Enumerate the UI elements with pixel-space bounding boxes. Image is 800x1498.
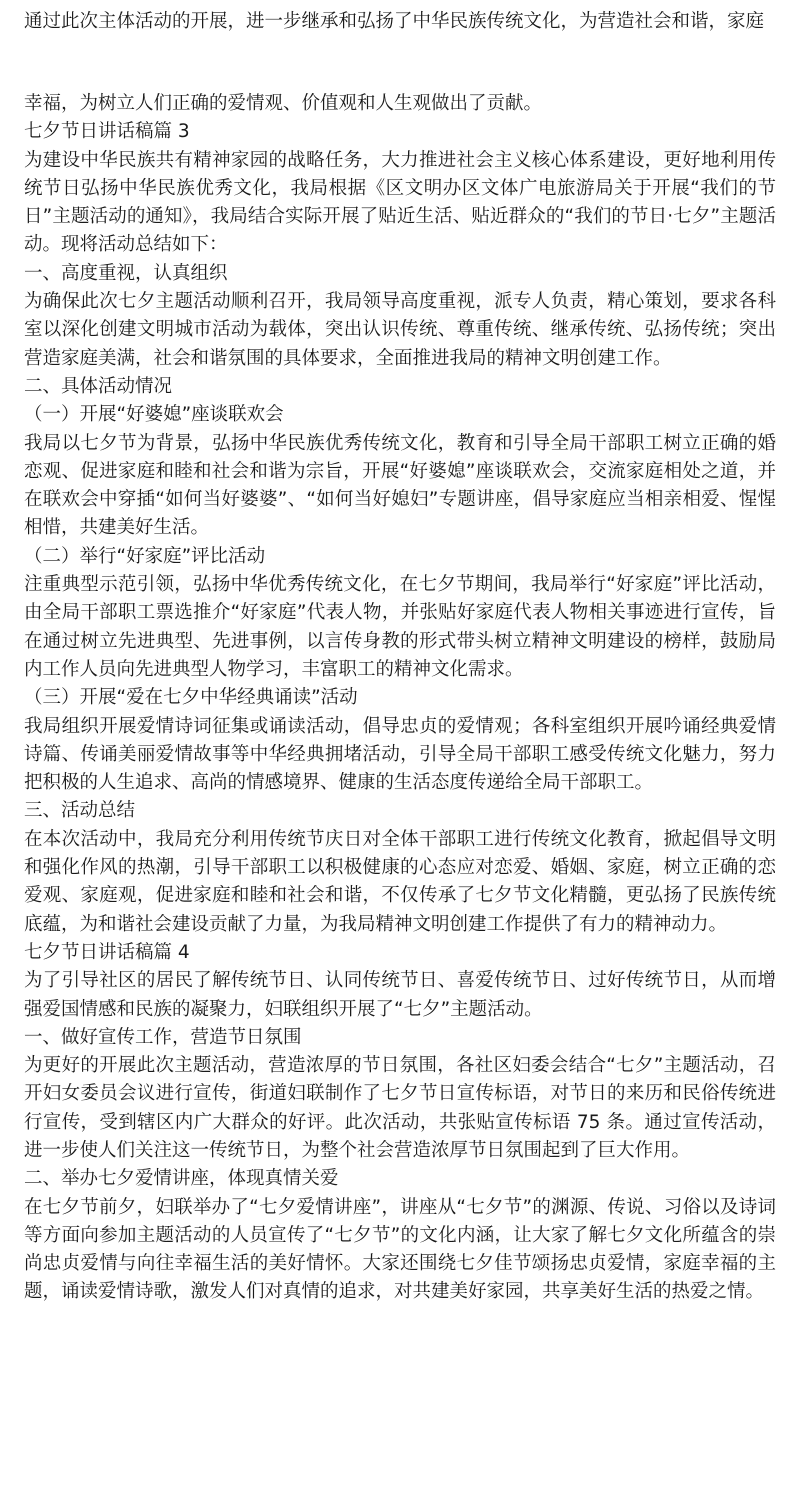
paragraph <box>24 571 776 684</box>
paragraph <box>24 430 776 543</box>
paragraph-line: 底蕴，为和谐社会建设贡献了力量，为我局精神文明创建工作提供了有力的精神动力。 <box>24 913 728 935</box>
section-heading <box>24 373 776 401</box>
heading-text: 二、举办七夕爱情讲座，体现真情关爱 <box>24 1168 339 1190</box>
paragraph-line: 在联欢会中穿插“如何当好婆婆”、“如何当好媳妇”专题讲座，倡导家庭应当相亲相爱、惺惺 <box>24 489 776 511</box>
paragraph-line: 在本次活动中，我局充分利用传统节庆日对全体干部职工进行传统文化教育，掀起倡导文明 <box>24 828 776 850</box>
paragraph-line: 开妇女委员会议进行宣传，街道妇联制作了七夕节日宣传标语，对节日的来历和民俗传统进 <box>24 1083 776 1105</box>
paragraph <box>24 826 776 939</box>
section-heading <box>24 543 776 571</box>
paragraph <box>24 967 776 1024</box>
paragraph-line: 为建设中华民族共有精神家园的战略任务，大力推进社会主义核心体系建设，更好地利用传 <box>24 149 776 171</box>
section-heading <box>24 684 776 712</box>
paragraph-line: 我局以七夕节为背景，弘扬中华民族优秀传统文化，教育和引导全局干部职工树立正确的婚 <box>24 432 776 454</box>
document-body <box>24 90 776 1307</box>
paragraph-line: 为了引导社区的居民了解传统节日、认同传统节日、喜爱传统节日、过好传统节日，从而增 <box>24 970 776 992</box>
paragraph <box>24 713 776 798</box>
paragraph <box>24 1052 776 1165</box>
paragraph <box>24 90 776 118</box>
paragraph-line: 我局组织开展爱情诗词征集或诵读活动，倡导忠贞的爱情观；各科室组织开展吟诵经典爱情 <box>24 715 776 737</box>
paragraph-line: 进一步使人们关注这一传统节日，为整个社会营造浓厚节日氛围起到了巨大作用。 <box>24 1139 691 1161</box>
paragraph <box>24 147 776 260</box>
paragraph-line: 尚忠贞爱情与向往幸福生活的美好情怀。大家还围绕七夕佳节颂扬忠贞爱情，家庭幸福的主 <box>24 1253 776 1275</box>
paragraph-line: 为确保此次七夕主题活动顺利召开，我局领导高度重视，派专人负责，精心策划，要求各科 <box>24 291 776 313</box>
paragraph-line: 日”主题活动的通知》，我局结合实际开展了贴近生活、贴近群众的“我们的节日·七夕”主题活 <box>24 206 776 228</box>
heading-text: （二）举行“好家庭”评比活动 <box>24 545 266 567</box>
paragraph-line: 诗篇、传诵美丽爱情故事等中华经典拥堵活动，引导全局干部职工感受传统文化魅力，努力 <box>24 743 776 765</box>
heading-text: 三、活动总结 <box>24 800 136 822</box>
paragraph-line: 等方面向参加主题活动的人员宣传了“七夕节”的文化内涵，让大家了解七夕文化所蕴含的崇 <box>24 1224 776 1246</box>
section-heading <box>24 260 776 288</box>
paragraph-line: 行宣传，受到辖区内广大群众的好评。此次活动，共张贴宣传标语 75 条。通过宣传活动， <box>24 1111 776 1133</box>
paragraph-line: 通过此次主体活动的开展，进一步继承和弘扬了中华民族传统文化，为营造社会和谐，家庭 <box>24 11 765 32</box>
section-heading <box>24 118 776 146</box>
section-heading <box>24 401 776 429</box>
paragraph-line: 动。现将活动总结如下： <box>24 234 228 256</box>
heading-text: 一、高度重视，认真组织 <box>24 262 228 284</box>
heading-text: 二、具体活动情况 <box>24 375 173 397</box>
section-heading <box>24 797 776 825</box>
heading-text: 七夕节日讲话稿篇 4 <box>24 941 190 963</box>
section-heading <box>24 1165 776 1193</box>
document-top-fragment <box>24 8 776 36</box>
paragraph-line: 在七夕节前夕，妇联举办了“七夕爱情讲座”，讲座从“七夕节”的渊源、传说、习俗以及诗词 <box>24 1196 776 1218</box>
paragraph-line: 由全局干部职工票选推介“好家庭”代表人物，并张贴好家庭代表人物相关事迹进行宣传，旨 <box>24 602 776 624</box>
paragraph-line: 题，诵读爱情诗歌，激发人们对真情的追求，对共建美好家园，共享美好生活的热爱之情。 <box>24 1281 765 1303</box>
paragraph-line: 注重典型示范引领，弘扬中华优秀传统文化，在七夕节期间，我局举行“好家庭”评比活动， <box>24 574 776 596</box>
paragraph-line: 室以深化创建文明城市活动为载体，突出认识传统、尊重传统、继承传统、弘扬传统；突出 <box>24 319 776 341</box>
heading-text: （一）开展“好婆媳”座谈联欢会 <box>24 404 284 426</box>
paragraph <box>24 288 776 373</box>
section-heading <box>24 1024 776 1052</box>
paragraph <box>24 1194 776 1307</box>
paragraph-line: 恋观、促进家庭和睦和社会和谐为宗旨，开展“好婆媳”座谈联欢会，交流家庭相处之道，并 <box>24 460 776 482</box>
heading-text: 一、做好宣传工作，营造节日氛围 <box>24 1026 302 1048</box>
paragraph-line: 和强化作风的热潮，引导干部职工以积极健康的心态应对恋爱、婚姻、家庭，树立正确的恋 <box>24 857 776 879</box>
paragraph-line: 内工作人员向先进典型人物学习，丰富职工的精神文化需求。 <box>24 658 524 680</box>
paragraph-line: 强爱国情感和民族的凝聚力，妇联组织开展了“七夕”主题活动。 <box>24 998 543 1020</box>
paragraph-line: 统节日弘扬中华民族优秀文化，我局根据《区文明办区文体广电旅游局关于开展“我们的节 <box>24 177 776 199</box>
paragraph <box>24 8 776 36</box>
paragraph-line: 爱观、家庭观，促进家庭和睦和社会和谐，不仅传承了七夕节文化精髓，更弘扬了民族传统 <box>24 885 776 907</box>
paragraph-line: 为更好的开展此次主题活动，营造浓厚的节日氛围，各社区妇委会结合“七夕”主题活动，召 <box>24 1055 776 1077</box>
paragraph-line: 相惜，共建美好生活。 <box>24 517 210 539</box>
section-heading <box>24 939 776 967</box>
paragraph-line: 幸福，为树立人们正确的爱情观、价值观和人生观做出了贡献。 <box>24 93 543 114</box>
paragraph-line: 在通过树立先进典型、先进事例，以言传身教的形式带头树立精神文明建设的榜样，鼓励局 <box>24 630 776 652</box>
heading-text: （三）开展“爱在七夕中华经典诵读”活动 <box>24 687 358 709</box>
heading-text: 七夕节日讲话稿篇 3 <box>24 121 190 143</box>
paragraph-line: 把积极的人生追求、高尚的情感境界、健康的生活态度传递给全局干部职工。 <box>24 772 654 794</box>
paragraph-line: 营造家庭美满，社会和谐氛围的具体要求，全面推进我局的精神文明创建工作。 <box>24 347 672 369</box>
